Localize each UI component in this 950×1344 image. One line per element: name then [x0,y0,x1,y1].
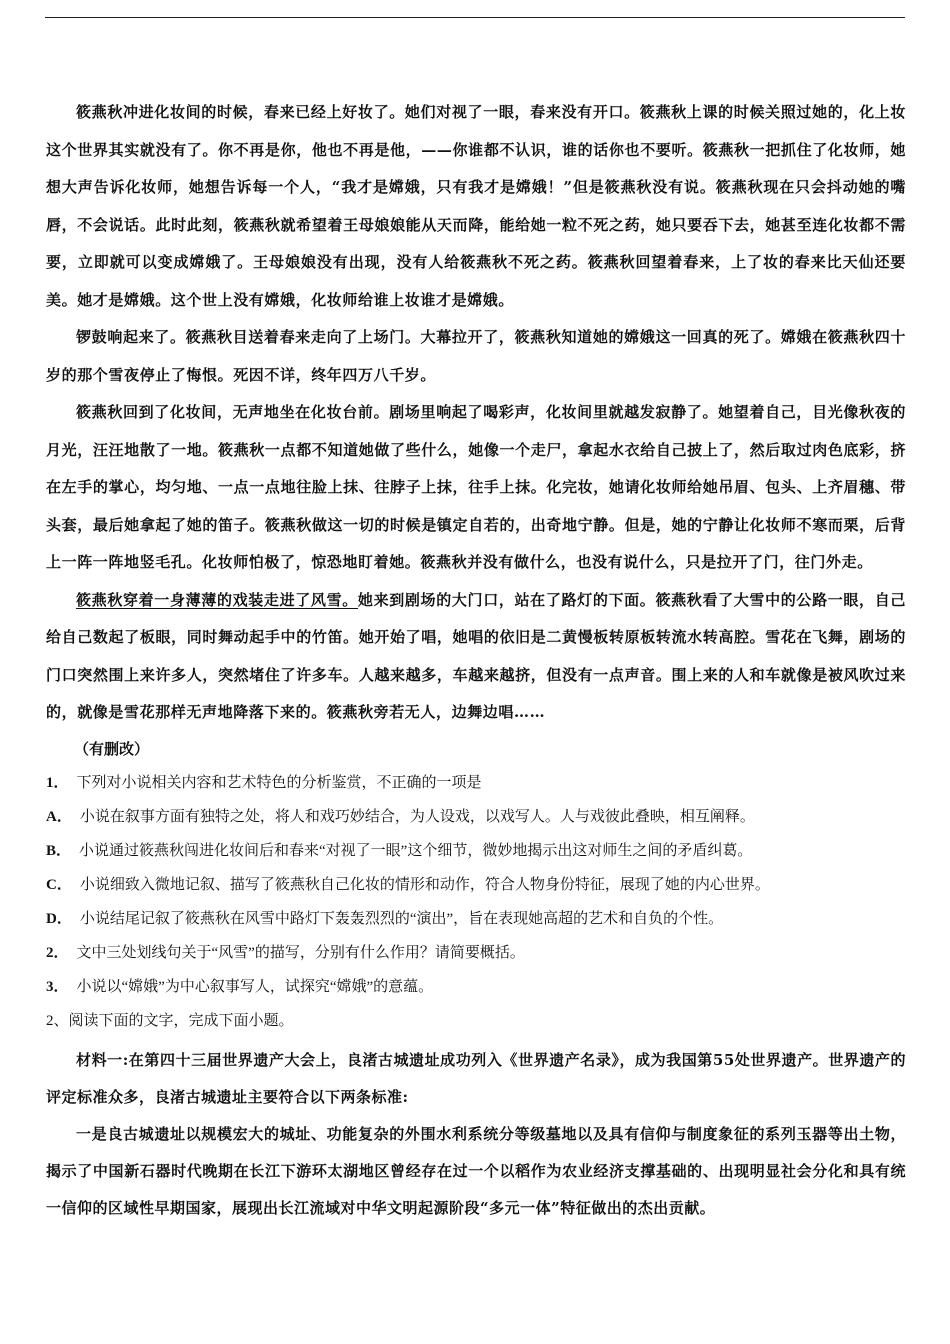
question-1 [46,766,906,800]
question-text: 文中三处划线句关于“风雪”的描写，分别有什么作用？请简要概括。 [76,944,525,961]
story-paragraph-4 [46,582,906,732]
question-number: 2． [46,944,69,961]
header-rule [45,17,905,18]
question-number: 1． [46,774,69,791]
paragraph-text: 锣鼓响起来了。筱燕秋目送着春来走向了上场门。大幕拉开了，筱燕秋知道她的嫦娥这一回真的死了。嫦娥在筱燕秋四十岁的那个雪夜停止了悔恨。死因不详，终年四万八千岁。 [46,328,906,384]
option-a [46,800,906,834]
option-d [46,902,906,936]
material-1-continued: 一是良古城遗址以规模宏大的城址、功能复杂的外围水利系统分等级墓地以及具有信仰与制度象征的系列玉器等出土物，揭示了中国新石器时代晚期在长江下游环太湖地区曾经存在过一个以稻作为农业经济支撑基础的、出现明显社会分化和具有统一信仰的区域性早期国家，展现出长江流域对中华文明起源阶段“多元一体”特征做出的杰出贡献。 [46,1124,906,1217]
option-text: 小说在叙事方面有独特之处，将人和戏巧妙结合，为人设戏，以戏写人。人与戏彼此叠映，相互阐释。 [79,808,755,825]
paragraph-text: 筱燕秋冲进化妆间的时候，春来已经上好妆了。她们对视了一眼，春来没有开口。筱燕秋上课的时候关照过她的，化上妆这个世界其实就没有了。你不再是你，他也不再是他，——你谁都不认识，谁的话你也不要听。筱燕秋一把抓住了化妆师，她想大声告诉化妆师，她想告诉每一个人，“我才是嫦娥，只有我才是嫦娥！”但是筱燕秋没有说。筱燕秋现在只会抖动她的嘴唇，不会说话。此时此刻，筱燕秋就希望着王母娘娘能从天而降，能给她一粒不死之药，她只要吞下去，她甚至连化妆都不需要，立即就可以变成嫦娥了。王母娘娘没有出现，没有人给筱燕秋不死之药。筱燕秋回望着春来，上了妆的春来比天仙还要美。她才是嫦娥。这个世上没有嫦娥，化妆师给谁上妆谁才是嫦娥。 [46,103,906,309]
option-text: 小说结尾记叙了筱燕秋在风雪中路灯下轰轰烈烈的“演出”，旨在表现她高超的艺术和自负的个性。 [79,910,724,927]
option-b [46,834,906,868]
paragraph-text: 筱燕秋回到了化妆间，无声地坐在化妆台前。剧场里响起了喝彩声，化妆间里就越发寂静了。她望着自己，目光像秋夜的月光，汪汪地散了一地。筱燕秋一点都不知道她做了些什么，她像一个走尸，拿起水衣给自己披上了，然后取过肉色底彩，挤在左手的掌心，均匀地、一点一点地往脸上抹、往脖子上抹，往手上抹。化完妆，她请化妆师给她吊眉、包头、上齐眉穗、带头套，最后她拿起了她的笛子。筱燕秋做这一切的时候是镇定自若的，出奇地宁静。但是，她的宁静让化妆师不寒而栗，后背上一阵一阵地竖毛孔。化妆师怕极了，惊恐地盯着她。筱燕秋并没有做什么，也没有说什么，只是拉开了门，往门外走。 [46,403,906,571]
story-paragraph-3 [46,394,906,582]
option-letter: B． [46,842,72,859]
option-text: 小说通过筱燕秋闯进化妆间后和春来“对视了一眼”这个细节，微妙地揭示出这对师生之间的矛盾纠葛。 [79,842,753,859]
document-body [46,94,906,1227]
option-letter: D． [46,910,72,927]
option-text: 小说细致入微地记叙、描写了筱燕秋自己化妆的情形和动作，符合人物身份特征，展现了她的内心世界。 [79,876,770,893]
story-paragraph-1 [46,94,906,319]
option-letter: A． [46,808,72,825]
question-3 [46,970,906,1004]
question-2 [46,936,906,970]
option-letter: C． [46,876,72,893]
question-number: 3． [46,978,69,995]
story-paragraph-2 [46,319,906,394]
section-2-heading: 2、阅读下面的文字，完成下面小题。 [46,1012,294,1029]
questions [46,766,906,1038]
question-text: 下列对小说相关内容和艺术特色的分析鉴赏，不正确的一项是 [76,774,482,791]
option-c [46,868,906,902]
question-text: 小说以“嫦娥”为中心叙事写人，试探究“嫦娥”的意蕴。 [76,978,434,995]
underlined-sentence: 筱燕秋穿着一身薄薄的戏装走进了风雪。 [76,590,358,609]
paragraph-text: 她来到剧场的大门口，站在了路灯的下面。筱燕秋看了大雪中的公路一眼，自己给自己数起了板眼，同时舞动起手中的竹笛。她开始了唱，她唱的依旧是二黄慢板转原板转流水转高腔。雪花在飞舞，剧场的门口突然围上来许多人，突然堵住了许多车。人越来越多，车越来越挤，但没有一点声音。围上来的人和车就像是被风吹过来的，就像是雪花那样无声地降落下来的。筱燕秋旁若无人，边舞边唱…… [46,590,906,721]
material-1: 材料一:在第四十三届世界遗产大会上，良渚古城遗址成功列入《世界遗产名录》，成为我国第55处世界遗产。世界遗产的评定标准众多，良渚古城遗址主要符合以下两条标准: [46,1050,906,1106]
edit-note: （有删改） [74,739,150,758]
